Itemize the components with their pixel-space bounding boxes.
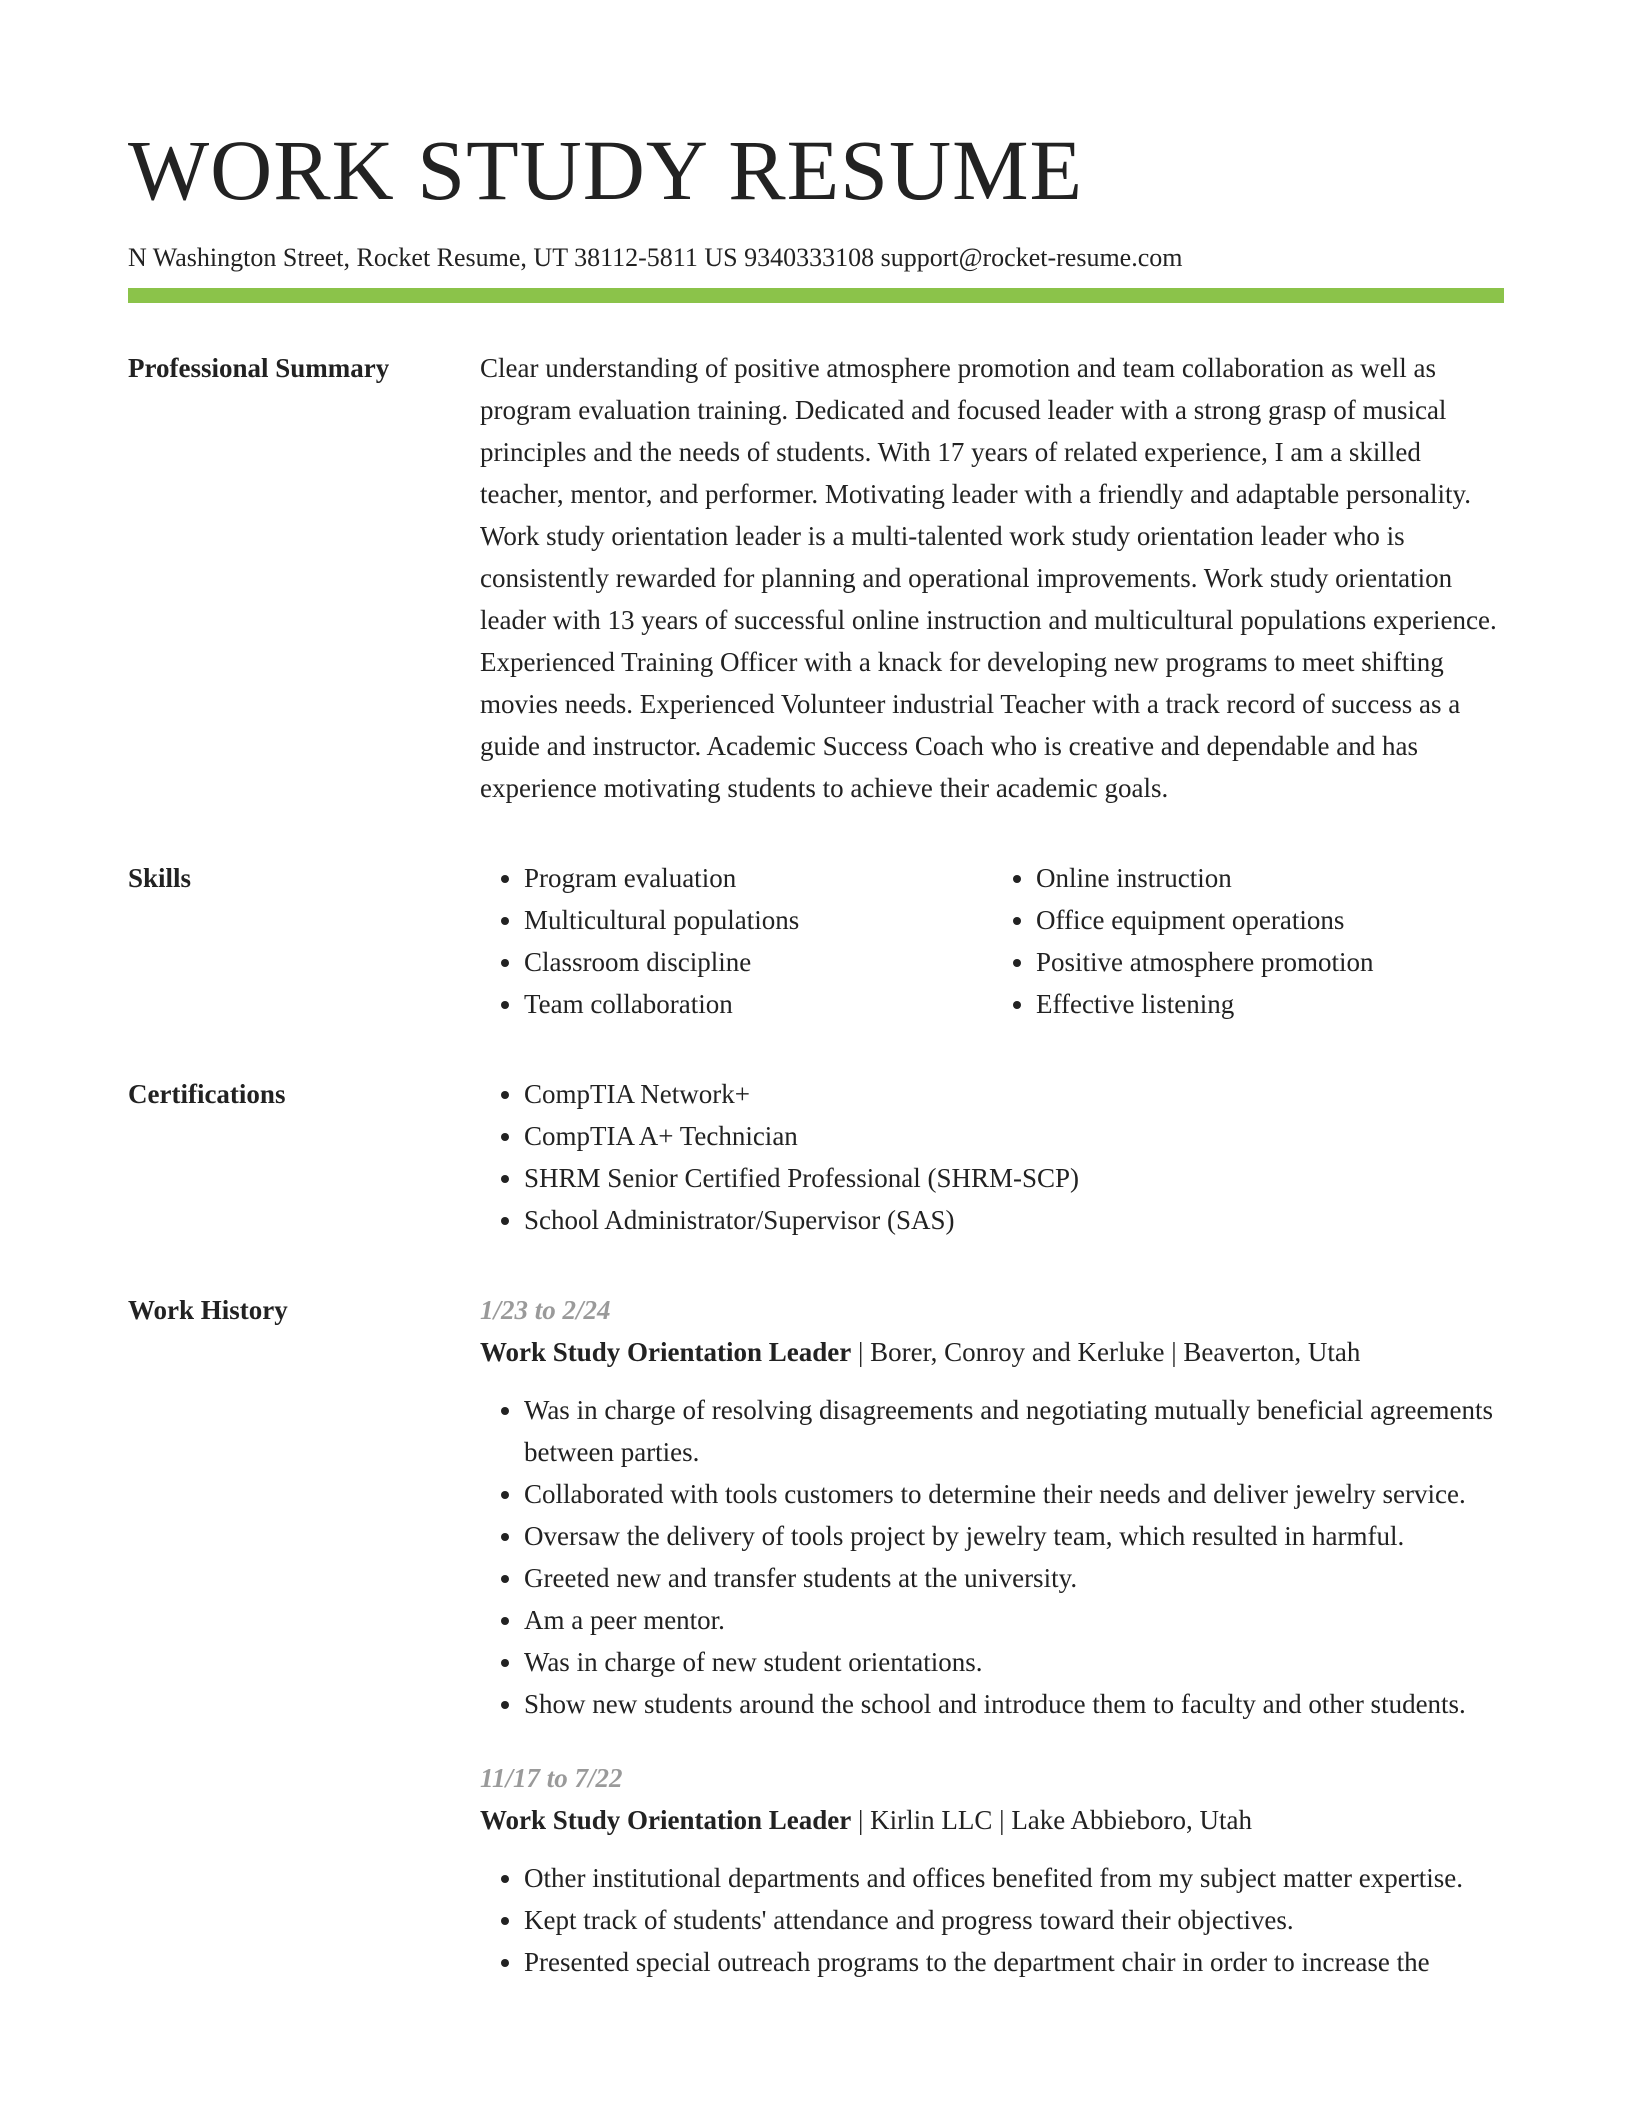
certifications-label: Certifications — [128, 1079, 286, 1109]
job-bullet: • Collaborated with tools customers to determine their needs and deliver jewelry service. — [524, 1473, 1504, 1515]
certifications-list — [480, 1073, 1504, 1241]
job-dates: 11/17 to 7/22 — [480, 1763, 623, 1793]
job-bullet-list — [480, 1389, 1504, 1725]
skills-left-list — [480, 857, 992, 1025]
job-entry — [480, 1289, 1504, 1725]
summary-body — [480, 347, 1504, 809]
skills-section — [128, 857, 1504, 1025]
job-bullet: • Show new students around the school and introduce them to faculty and other students. — [524, 1683, 1504, 1725]
work-history-body — [480, 1289, 1504, 2015]
job-bullet: • Other institutional departments and offices benefited from my subject matter expertise. — [524, 1857, 1504, 1899]
skill-item: • Program evaluation — [524, 857, 992, 899]
certification-item: • CompTIA A+ Technician — [524, 1115, 1504, 1157]
job-bullet: • Oversaw the delivery of tools project by jewelry team, which resulted in harmful. — [524, 1515, 1504, 1557]
job-dates: 1/23 to 2/24 — [480, 1295, 611, 1325]
summary-label: Professional Summary — [128, 353, 390, 383]
skill-item: • Team collaboration — [524, 983, 992, 1025]
resume-page — [128, 120, 1504, 2015]
certifications-body — [480, 1073, 1504, 1241]
skill-item: • Positive atmosphere promotion — [1036, 941, 1504, 983]
certifications-section — [128, 1073, 1504, 1241]
job-bullet: • Am a peer mentor. — [524, 1599, 1504, 1641]
skill-item: • Multicultural populations — [524, 899, 992, 941]
job-bullet: • Greeted new and transfer students at the university. — [524, 1557, 1504, 1599]
certification-item: • SHRM Senior Certified Professional (SHRM-SCP) — [524, 1157, 1504, 1199]
job-heading — [480, 1799, 1504, 1841]
skill-item: • Classroom discipline — [524, 941, 992, 983]
work-history-label: Work History — [128, 1295, 288, 1325]
skill-item: • Online instruction — [1036, 857, 1504, 899]
skills-right-list — [992, 857, 1504, 1025]
job-heading — [480, 1331, 1504, 1373]
job-title: Work Study Orientation Leader — [480, 1805, 852, 1835]
skills-label: Skills — [128, 863, 192, 893]
job-bullet: • Presented special outreach programs to the department chair in order to increase the — [524, 1941, 1504, 1983]
skill-item: • Effective listening — [1036, 983, 1504, 1025]
certification-item: • School Administrator/Supervisor (SAS) — [524, 1199, 1504, 1241]
accent-divider — [128, 288, 1504, 303]
resume-title: WORK STUDY RESUME — [128, 122, 1084, 218]
job-bullet: • Was in charge of new student orientations. — [524, 1641, 1504, 1683]
summary-text: Clear understanding of positive atmosphere promotion and team collaboration as well as program evaluation training. Dedicated and focused leader with a strong grasp of musical principles and the needs of students. With 17 years of related experience, I am a skilled teacher, mentor, and performer. Motivating leader with a friendly and adaptable personality. Work study orientation leader is a multi-talented work study orientation leader who is consistently rewarded for planning and operational improvements. Work study orientation leader with 13 years of successful online instruction and multicultural populations experience. Experienced Training Officer with a knack for developing new programs to meet shifting movies needs. Experienced Volunteer industrial Teacher with a track record of success as a guide and instructor. Academic Success Coach who is creative and dependable and has experience motivating students to achieve their academic goals. — [480, 353, 1497, 803]
job-bullet: • Was in charge of resolving disagreements and negotiating mutually beneficial agreements between parties. — [524, 1389, 1504, 1473]
job-details: | Borer, Conroy and Kerluke | Beaverton, Utah — [851, 1337, 1361, 1367]
job-bullet: • Kept track of students' attendance and progress toward their objectives. — [524, 1899, 1504, 1941]
summary-section — [128, 347, 1504, 809]
job-bullet-list — [480, 1857, 1504, 1983]
contact-line: N Washington Street, Rocket Resume, UT 38112-5811 US 9340333108 support@rocket-resume.com — [128, 243, 1183, 272]
skill-item: • Office equipment operations — [1036, 899, 1504, 941]
certification-item: • CompTIA Network+ — [524, 1073, 1504, 1115]
work-history-section — [128, 1289, 1504, 2015]
skills-body — [480, 857, 1504, 1025]
job-entry — [480, 1757, 1504, 1983]
job-title: Work Study Orientation Leader — [480, 1337, 852, 1367]
job-details: | Kirlin LLC | Lake Abbieboro, Utah — [851, 1805, 1252, 1835]
